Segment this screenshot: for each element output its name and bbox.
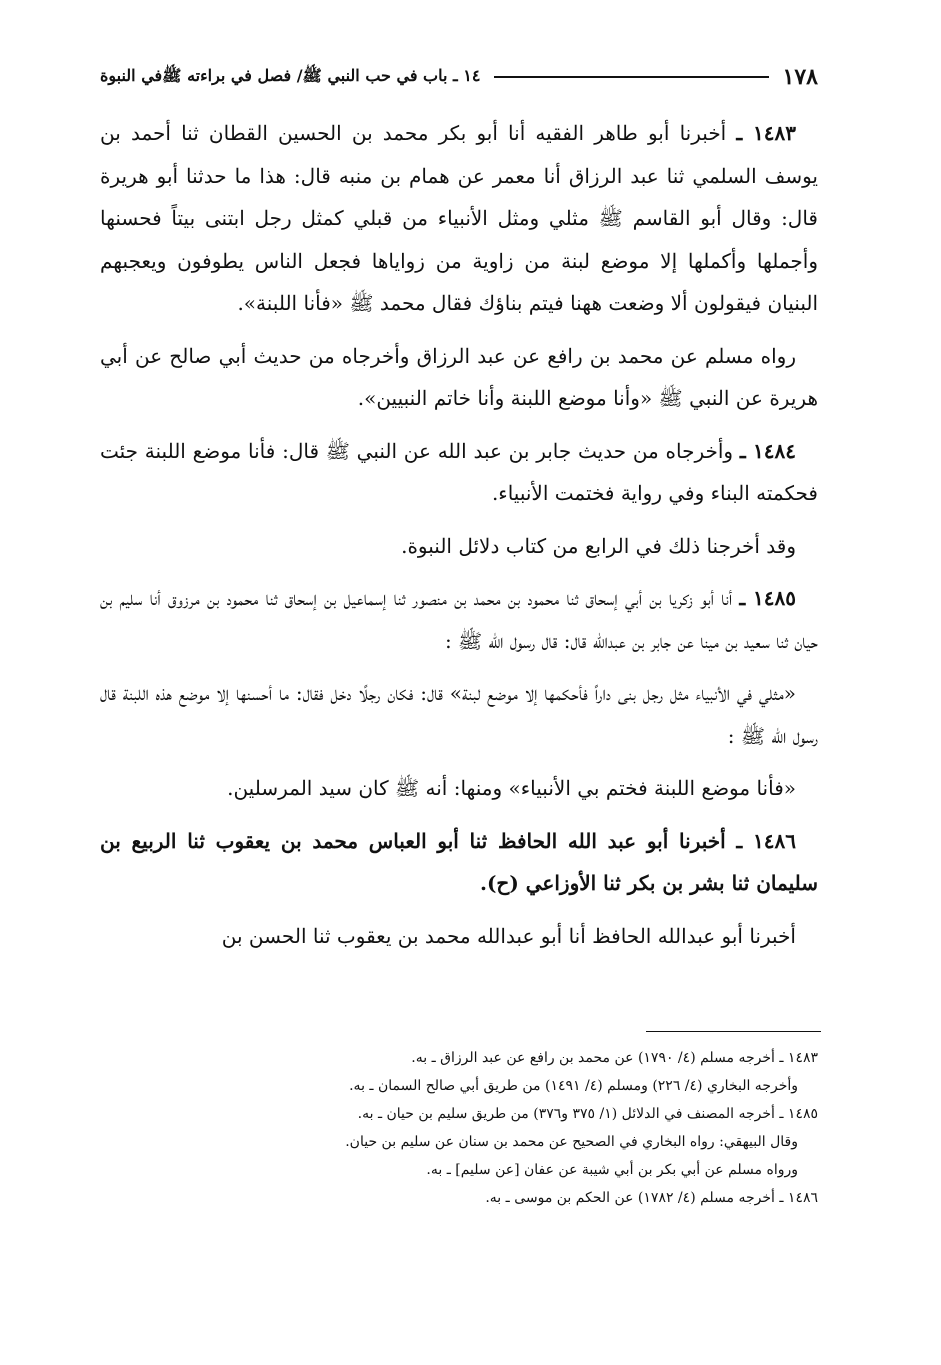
- footnote-1483-cont: وأخرجه البخاري (٤/ ٢٢٦) ومسلم (٤/ ١٤٩١) من طريق أبي صالح السمان ـ به.: [349, 1078, 798, 1094]
- quote-1485: «مثلي في الأنبياء مثل رجل بنى داراً فأحكمها إلا موضع لبنة» قال: فكان رجلًا دخل فقال: ما أحسنها إلا موضع هذه اللبنة قال رسول الله ﷺ :: [100, 681, 818, 748]
- footnotes: [100, 1044, 818, 1212]
- quote-1485-end: «فأنا موضع اللبنة فختم بي الأنبياء» ومنها: أنه ﷺ كان سيد المرسلين.: [227, 776, 796, 800]
- hadith-1483: [100, 112, 818, 325]
- footnote-1486: ١٤٨٦ ـ أخرجه مسلم (٤/ ١٧٨٢) عن الحكم بن موسى ـ به.: [485, 1190, 818, 1206]
- comment-1483: رواه مسلم عن محمد بن رافع عن عبد الرزاق وأخرجاه من حديث أبي صالح عن أبي هريرة عن النبي ﷺ «وأنا موضع اللبنة وأنا خاتم النبيين».: [100, 343, 818, 410]
- running-title: ١٤ ـ باب في حب النبي ﷺ/ فصل في براءته ﷺفي النبوة: [100, 65, 481, 85]
- hadith-1485: [100, 577, 818, 662]
- hadith-1486: [100, 820, 818, 905]
- footnote-1485: ١٤٨٥ ـ أخرجه المصنف في الدلائل (١/ ٣٧٥ و٣٧٦) من طريق سليم بن حيان ـ به.: [357, 1106, 818, 1122]
- hadith-text: وأخرجاه من حديث جابر بن عبد الله عن النبي ﷺ قال: فأنا موضع اللبنة جئت فحكمته البناء وفي رواية فختمت الأنبياء.: [100, 438, 818, 505]
- main-text: [100, 112, 818, 967]
- footnote-1485-cont2: ورواه مسلم عن أبي بكر بن أبي شيبة عن عفان [عن سليم] ـ به.: [426, 1162, 798, 1178]
- hadith-1484: [100, 430, 818, 515]
- hadith-text: أخبرنا أبو عبد الله الحافظ ثنا أبو العباس محمد بن يعقوب ثنا الربيع بن سليمان ثنا بشر بن بكر ثنا الأوزاعي (ح).: [100, 828, 818, 895]
- continuation-1486: أخبرنا أبو عبدالله الحافظ أنا أبو عبدالله محمد بن يعقوب ثنا الحسن بن: [221, 923, 796, 948]
- page-header: [100, 62, 818, 92]
- page-number: ١٧٨: [782, 64, 818, 90]
- footnote-separator: [646, 1031, 821, 1032]
- comment-1484: وقد أخرجنا ذلك في الرابع من كتاب دلائل النبوة.: [401, 533, 796, 558]
- hadith-number: ١٤٨٤ ـ: [739, 438, 796, 463]
- footnote-1485-cont: وقال البيهقي: رواه البخاري في الصحيح عن محمد بن سنان عن سليم بن حيان.: [345, 1134, 798, 1150]
- hadith-text: أنا أبو زكريا بن أبي إسحاق ثنا محمود بن محمد بن منصور ثنا إسماعيل بن إسحاق ثنا محمود بن مرزوق أنا سليم بن حيان ثنا سعيد بن مينا عن جابر بن عبدالله قال: قال رسول الله ﷺ :: [100, 586, 818, 653]
- hadith-number: ١٤٨٣ ـ: [736, 121, 796, 145]
- hadith-number: ١٤٨٦ ـ: [736, 828, 796, 853]
- header-rule: [494, 76, 768, 78]
- footnote-1483: ١٤٨٣ ـ أخرجه مسلم (٤/ ١٧٩٠) عن محمد بن رافع عن عبد الرزاق ـ به.: [411, 1050, 818, 1066]
- hadith-text: أخبرنا أبو طاهر الفقيه أنا أبو بكر محمد بن الحسين القطان ثنا أحمد بن يوسف السلمي ثنا عبد الرزاق أنا معمر عن همام بن منبه قال: هذا ما حدثنا أبو هريرة قال: وقال أبو القاسم ﷺ مثلي ومثل الأنبياء من قبلي كمثل رجل ابتنى بيتاً فحسنها وأجملها وأكملها إلا موضع لبنة من زاوية من زواياها فجعل الناس يطوفون ويعجبهم البنيان فيقولون ألا وضعت ههنا فيتم بناؤك فقال محمد ﷺ «فأنا اللبنة».: [100, 121, 818, 315]
- hadith-number: ١٤٨٥ ـ: [739, 586, 797, 610]
